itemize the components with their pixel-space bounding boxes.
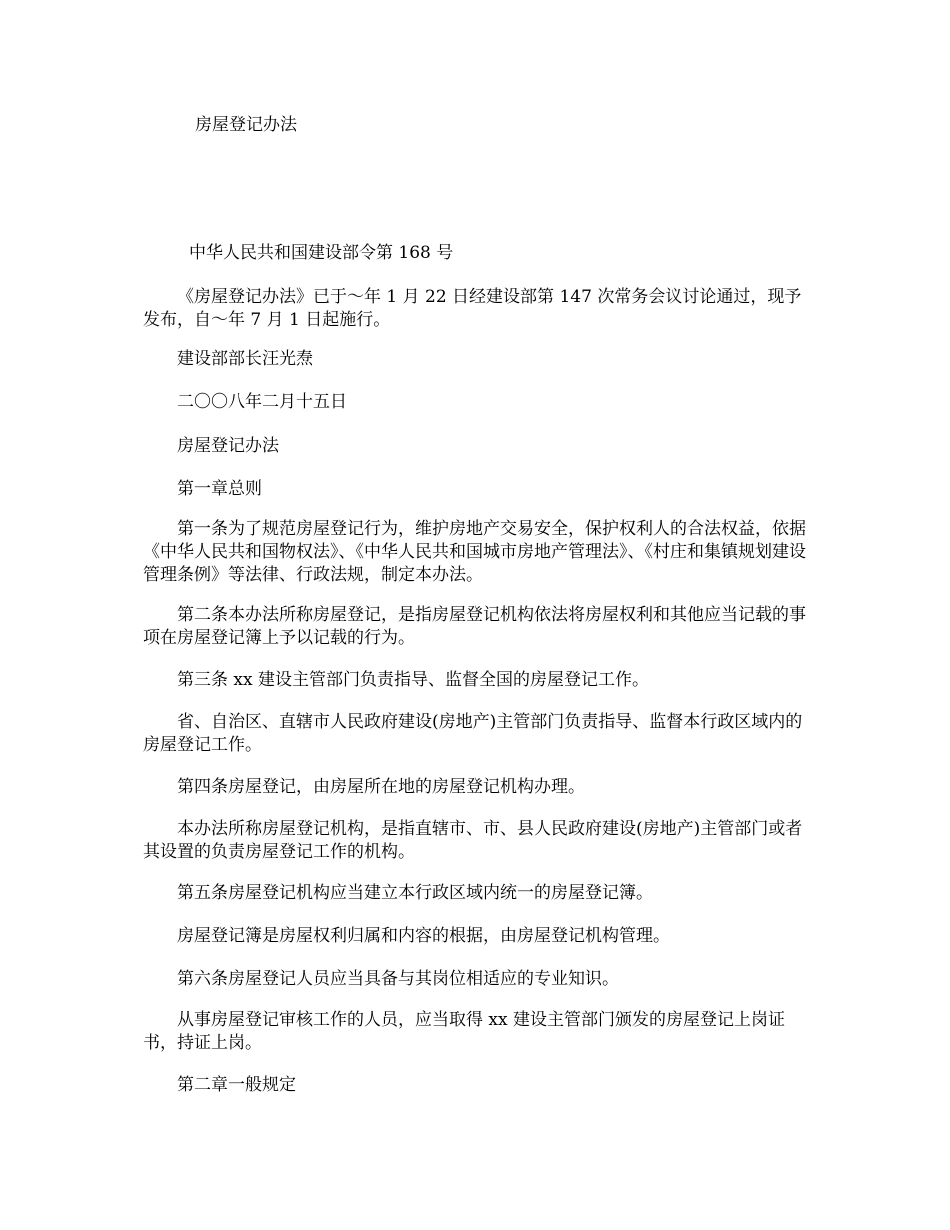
- article-1: 第一条为了规范房屋登记行为，维护房地产交易安全，保护权利人的合法权益，依据《中华人民共和国物权法》、《中华人民共和国城市房地产管理法》、《村庄和集镇规划建设管理条例》等法律、行政法规，制定本办法。: [143, 519, 806, 585]
- chapter-1-heading: 第一章总则: [177, 479, 262, 499]
- article-5: 第五条房屋登记机构应当建立本行政区域内统一的房屋登记簿。: [177, 883, 653, 903]
- article-3-paragraph-2: 省、自治区、直辖市人民政府建设(房地产)主管部门负责指导、监督本行政区域内的房屋登记工作。: [143, 712, 803, 755]
- chapter-2-heading: 第二章一般规定: [177, 1075, 296, 1095]
- article-4-paragraph-2: 本办法所称房屋登记机构，是指直辖市、市、县人民政府建设(房地产)主管部门或者其设置的负责房屋登记工作的机构。: [143, 819, 803, 862]
- article-3: 第三条 xx 建设主管部门负责指导、监督全国的房屋登记工作。: [177, 670, 649, 690]
- decree-number: 中华人民共和国建设部令第 168 号: [189, 243, 454, 263]
- issue-date: 二〇〇八年二月十五日: [177, 392, 347, 412]
- article-6-paragraph-2: 从事房屋登记审核工作的人员，应当取得 xx 建设主管部门颁发的房屋登记上岗证书，持证上岗。: [143, 1010, 785, 1053]
- document-title: 房屋登记办法: [177, 436, 279, 456]
- article-2: 第二条本办法所称房屋登记，是指房屋登记机构依法将房屋权利和其他应当记载的事项在房屋登记簿上予以记载的行为。: [143, 605, 806, 648]
- signer: 建设部部长汪光焘: [177, 349, 313, 369]
- article-6: 第六条房屋登记人员应当具备与其岗位相适应的专业知识。: [177, 969, 619, 989]
- top-title: 房屋登记办法: [195, 115, 297, 135]
- intro-paragraph: 《房屋登记办法》已于～年 1 月 22 日经建设部第 147 次常务会议讨论通过，现予发布，自～年 7 月 1 日起施行。: [143, 287, 802, 330]
- article-4: 第四条房屋登记，由房屋所在地的房屋登记机构办理。: [177, 777, 585, 797]
- article-5-paragraph-2: 房屋登记簿是房屋权利归属和内容的根据，由房屋登记机构管理。: [177, 926, 670, 946]
